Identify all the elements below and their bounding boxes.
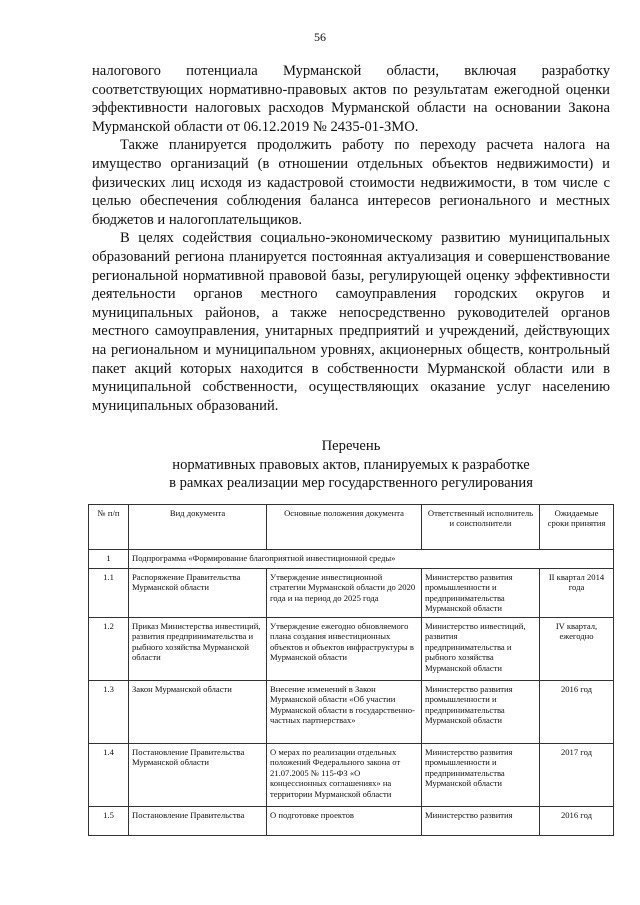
cell-type: Постановление Правительства Мурманской области (129, 744, 267, 807)
cell-executor: Министерство развития промышленности и предпринимательства Мурманской области (422, 681, 540, 744)
table-header-row (89, 505, 614, 550)
cell-num: 1.5 (89, 807, 129, 836)
header-type: Вид документа (129, 505, 267, 550)
cell-num: 1.3 (89, 681, 129, 744)
cell-content: Внесение изменений в Закон Мурманской области «Об участии Мурманской области в государственно-частных партнерствах» (267, 681, 422, 744)
cell-term: 2017 год (540, 744, 614, 807)
cell-term: 2016 год (540, 807, 614, 836)
table-row (89, 569, 614, 618)
cell-executor: Министерство развития (422, 807, 540, 836)
table-row (89, 807, 614, 836)
cell-executor: Министерство развития промышленности и предпринимательства Мурманской области (422, 569, 540, 618)
list-title-line: нормативных правовых актов, планируемых к разработке (172, 456, 530, 473)
cell-type: Закон Мурманской области (129, 681, 267, 744)
subprogram-row (89, 550, 614, 569)
subprogram-title: Подпрограмма «Формирование благоприятной инвестиционной среды» (129, 550, 614, 569)
cell-content: О подготовке проектов (267, 807, 422, 836)
page-number: 56 (314, 30, 326, 44)
cell-executor: Министерство развития промышленности и предпринимательства Мурманской области (422, 744, 540, 807)
cell-type: Постановление Правительства (129, 807, 267, 836)
cell-executor: Министерство инвестиций, развития предпринимательства и рыбного хозяйства Мурманской области (422, 618, 540, 681)
cell-num: 1.2 (89, 618, 129, 681)
header-content: Основные положения документа (267, 505, 422, 550)
cell-content: Утверждение ежегодно обновляемого плана создания инвестиционных объектов и объектов инфраструктуры в Мурманской области (267, 618, 422, 681)
cell-term: 2016 год (540, 681, 614, 744)
table-row (89, 618, 614, 681)
cell-term: II квартал 2014 года (540, 569, 614, 618)
cell-term: IV квартал, ежегодно (540, 618, 614, 681)
body-text (92, 62, 610, 415)
paragraph: налогового потенциала Мурманской области, включая разработку соответствующих нормативно-правовых актов по результатам ежегодной оценки эффективности налоговых расходов Мурманской области на основании Закона Мурманской области от 06.12.2019 № 2435-01-ЗМО. (92, 63, 610, 135)
cell-content: Утверждение инвестиционной стратегии Мурманской области до 2020 года и на период до 2025 года (267, 569, 422, 618)
cell-content: О мерах по реализации отдельных положений Федерального закона от 21.07.2005 № 115-ФЗ «О концессионных соглашениях» на территории Мурманской области (267, 744, 422, 807)
cell-type: Приказ Министерства инвестиций, развития предпринимательства и рыбного хозяйства Мурманской области (129, 618, 267, 681)
header-num: № п/п (89, 505, 129, 550)
cell-type: Распоряжение Правительства Мурманской области (129, 569, 267, 618)
list-title (92, 437, 610, 493)
header-executor: Ответственный исполнитель и соисполнители (422, 505, 540, 550)
paragraph: В целях содействия социально-экономическому развитию муниципальных образований региона планируется постоянная актуализация и совершенствование региональной нормативной правовой базы, регулирующей оценку эффективности деятельности органов местного самоуправления городских округов и муниципальных районов, а также непосредственно руководителей органов местного самоуправления, унитарных предприятий и учреждений, действующих на региональном и муниципальном уровнях, акционерных обществ, контрольный пакет акций которых находится в собственности Мурманской области или в муниципальной собственности, осуществляющих оказание услуг населению муниципальных образований. (92, 230, 610, 414)
table-row (89, 744, 614, 807)
acts-table (88, 504, 614, 836)
list-title-line: Перечень (321, 438, 381, 454)
paragraph: Также планируется продолжить работу по переходу расчета налога на имущество организаций (в отношении отдельных объектов недвижимости) и физических лиц исходя из кадастровой стоимости недвижимости, в том числе с целью обеспечения соблюдения баланса интересов регионального и местных бюджетов и налогоплательщиков. (92, 137, 610, 228)
cell-num: 1.4 (89, 744, 129, 807)
list-title-line: в рамках реализации мер государственного регулирования (169, 475, 533, 492)
cell-num: 1.1 (89, 569, 129, 618)
header-term: Ожидаемые сроки принятия (540, 505, 614, 550)
table-row (89, 681, 614, 744)
cell-num: 1 (89, 550, 129, 569)
